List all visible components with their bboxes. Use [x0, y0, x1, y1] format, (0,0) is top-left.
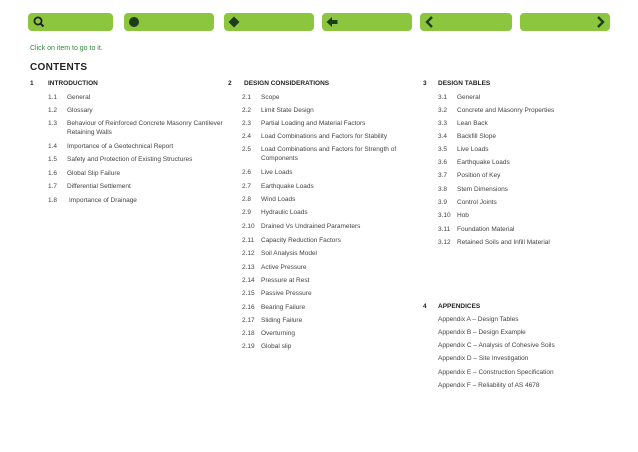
item-text: Backfill Slope	[457, 133, 497, 140]
back-arrow-icon	[326, 16, 338, 28]
item-text: Control Joints	[457, 199, 497, 206]
search-button[interactable]	[28, 13, 113, 31]
item-text: Hydraulic Loads	[261, 209, 308, 216]
item-text: Soil Analysis Model	[261, 250, 317, 257]
item-text: Scope	[261, 94, 280, 101]
circle-icon	[128, 16, 140, 28]
item-text: Live Loads	[457, 146, 489, 153]
item-number: 2.4	[242, 133, 252, 140]
item-text: Earthquake Loads	[457, 159, 510, 166]
item-number: 2.9	[242, 209, 252, 216]
navigation-bar	[28, 13, 610, 31]
back-button[interactable]	[322, 13, 412, 31]
item-number: 2.1	[242, 94, 252, 101]
item-number: 1.3	[48, 120, 58, 127]
section-number: 4	[423, 303, 427, 310]
chevron-left-icon	[424, 16, 436, 28]
item-text: Global slip	[261, 343, 292, 350]
contents-button[interactable]	[224, 13, 314, 31]
appendix-item[interactable]: Appendix C – Analysis of Cohesive Soils	[438, 342, 555, 349]
item-text: General	[457, 94, 481, 101]
item-number: 1.2	[48, 107, 58, 114]
item-number: 2.3	[242, 120, 252, 127]
item-number: 1.5	[48, 156, 58, 163]
home-button[interactable]	[124, 13, 214, 31]
item-text: Position of Key	[457, 172, 501, 179]
section-number: 2	[228, 80, 232, 87]
item-number: 3.8	[438, 186, 448, 193]
item-number: 3.11	[438, 226, 451, 233]
section-label: DESIGN TABLES	[438, 80, 491, 87]
item-text: Importance of a Geotechnical Report	[67, 143, 174, 150]
item-number: 3.10	[438, 212, 451, 219]
item-text: General	[67, 94, 91, 101]
next-page-button[interactable]	[520, 13, 610, 31]
item-number: 3.9	[438, 199, 448, 206]
item-text: Safety and Protection of Existing Structures	[67, 156, 193, 163]
item-text: Partial Loading and Material Factors	[261, 120, 366, 127]
section-number: 3	[423, 80, 427, 87]
item-text: Glossary	[67, 107, 93, 114]
item-text: Foundation Material	[457, 226, 515, 233]
item-text: Stem Dimensions	[457, 186, 508, 193]
item-text: Hob	[457, 212, 469, 219]
item-text: Importance of Drainage	[69, 197, 137, 204]
item-text: Global Slip Failure	[67, 170, 121, 177]
previous-page-button[interactable]	[420, 13, 512, 31]
item-text: Behaviour of Reinforced Concrete Masonry Cantilever Retaining Walls	[67, 120, 223, 136]
item-text: Load Combinations and Factors for Stability	[261, 133, 388, 140]
item-text: Passive Pressure	[261, 290, 312, 297]
appendix-item[interactable]: Appendix A – Design Tables	[438, 316, 519, 323]
page-title: CONTENTS	[30, 62, 88, 73]
section-number: 1	[30, 80, 34, 87]
item-number: 2.8	[242, 196, 252, 203]
item-number: 1.6	[48, 170, 58, 177]
item-number: 3.1	[438, 94, 448, 101]
item-number: 2.18	[242, 330, 255, 337]
diamond-icon	[228, 16, 240, 28]
item-text: Wind Loads	[261, 196, 296, 203]
item-text: Live Loads	[261, 169, 293, 176]
item-number: 3.4	[438, 133, 448, 140]
item-text: Pressure at Rest	[261, 277, 310, 284]
item-text: Bearing Failure	[261, 304, 306, 311]
item-text: Sliding Failure	[261, 317, 303, 324]
item-number: 2.12	[242, 250, 255, 257]
appendix-item[interactable]: Appendix E – Construction Specification	[438, 369, 554, 376]
item-number: 3.12	[438, 239, 451, 246]
item-number: 2.11	[242, 237, 255, 244]
item-number: 1.4	[48, 143, 58, 150]
item-number: 2.17	[242, 317, 255, 324]
item-text: Earthquake Loads	[261, 183, 314, 190]
item-number: 2.5	[242, 146, 252, 153]
appendix-item[interactable]: Appendix F – Reliability of AS 4678	[438, 382, 540, 389]
item-number: 2.10	[242, 223, 255, 230]
chevron-right-icon	[594, 16, 606, 28]
item-number: 3.7	[438, 172, 448, 179]
item-number: 3.6	[438, 159, 448, 166]
item-text: Drained Vs Undrained Parameters	[261, 223, 361, 230]
item-number: 2.7	[242, 183, 252, 190]
item-number: 2.16	[242, 304, 255, 311]
item-number: 2.14	[242, 277, 255, 284]
item-number: 2.2	[242, 107, 252, 114]
item-number: 2.13	[242, 264, 255, 271]
section-label: APPENDICES	[438, 303, 481, 310]
navigation-hint: Click on item to go to it.	[30, 45, 103, 52]
item-text: Load Combinations and Factors for Strength of Components	[261, 146, 397, 162]
item-number: 2.19	[242, 343, 255, 350]
item-number: 2.6	[242, 169, 252, 176]
item-number: 1.1	[48, 94, 58, 101]
item-number: 1.7	[48, 183, 58, 190]
item-number: 1.8	[48, 197, 58, 204]
appendix-item[interactable]: Appendix B – Design Example	[438, 329, 526, 336]
item-number: 2.15	[242, 290, 255, 297]
item-text: Overturning	[261, 330, 295, 337]
section-label: DESIGN CONSIDERATIONS	[244, 80, 330, 87]
item-text: Limit State Design	[261, 107, 314, 114]
item-number: 3.5	[438, 146, 448, 153]
section-label: INTRODUCTION	[48, 80, 98, 87]
search-icon	[33, 16, 45, 28]
item-number: 3.3	[438, 120, 448, 127]
item-number: 3.2	[438, 107, 448, 114]
item-text: Capacity Reduction Factors	[261, 237, 341, 244]
item-text: Lean Back	[457, 120, 488, 127]
appendix-item[interactable]: Appendix D – Site Investigation	[438, 355, 529, 362]
item-text: Concrete and Masonry Properties	[457, 107, 555, 114]
item-text: Differential Settlement	[67, 183, 131, 190]
item-text: Retained Soils and Infill Material	[457, 239, 550, 246]
item-text: Active Pressure	[261, 264, 307, 271]
